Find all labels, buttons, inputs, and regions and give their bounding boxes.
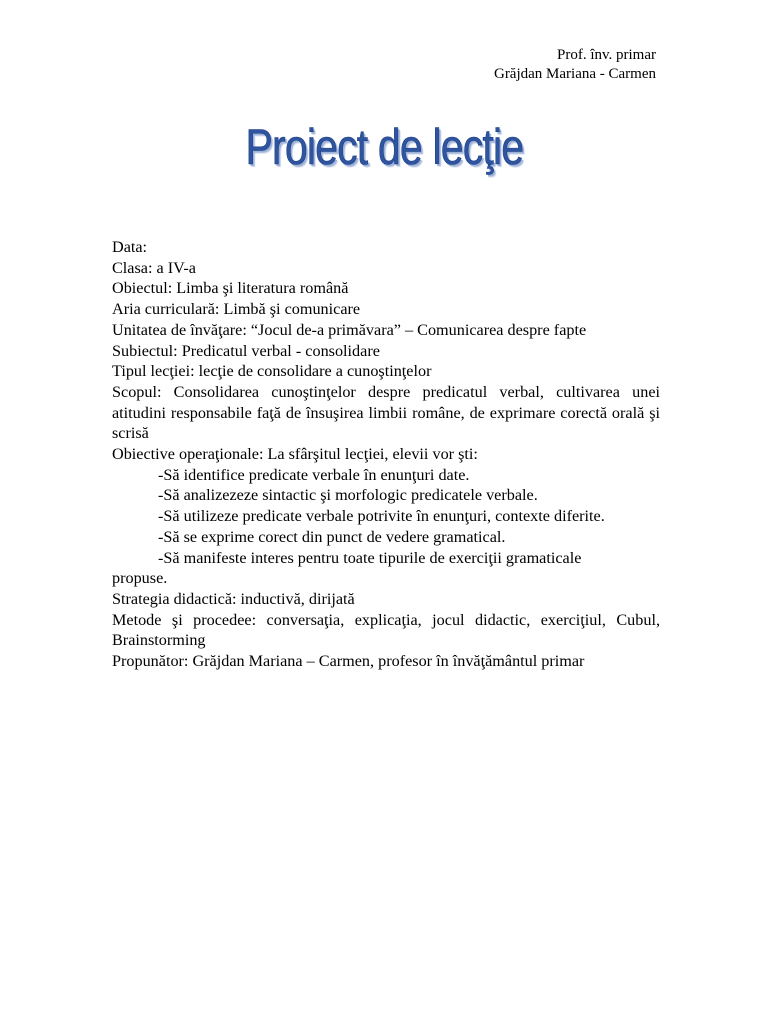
- objective-item: -Să identifice predicate verbale în enunţuri date.: [158, 465, 470, 484]
- field-obiectul: Obiectul: Limba şi literatura română: [112, 279, 349, 298]
- title-container: [0, 118, 768, 176]
- field-strategia: Strategia didactică: inductivă, dirijată: [112, 589, 355, 608]
- field-scopul: Scopul: Consolidarea cunoştinţelor despre predicatul verbal, cultivarea unei atitudini responsabile faţă de însuşirea limbii române, de exprimare corectă orală şi scrisă: [112, 382, 660, 443]
- field-data: Data:: [112, 238, 148, 256]
- author-title: Prof. înv. primar: [556, 47, 656, 63]
- field-obiective-intro: Obiective operaţionale: La sfârşitul lecţiei, elevii vor şti:: [112, 445, 478, 464]
- author-header: [494, 46, 656, 84]
- field-tipul: Tipul lecţiei: lecţie de consolidare a cunoştinţelor: [112, 362, 432, 381]
- document-title: Proiect de lecţie: [245, 119, 523, 175]
- objective-item: -Să se exprime corect din punct de vedere gramatical.: [158, 527, 506, 546]
- objective-item: -Să utilizeze predicate verbale potrivite în enunţuri, contexte diferite.: [158, 507, 605, 526]
- objective-item: -Să manifeste interes pentru toate tipurile de exerciţii gramaticale: [158, 548, 582, 567]
- objective-tail: propuse.: [112, 569, 168, 588]
- author-name: Grăjdan Mariana - Carmen: [493, 66, 656, 82]
- field-subiectul: Subiectul: Predicatul verbal - consolidare: [112, 341, 380, 360]
- lesson-details: [112, 237, 660, 672]
- field-propunator: Propunător: Grăjdan Mariana – Carmen, profesor în învăţământul primar: [112, 652, 585, 671]
- field-unitatea: Unitatea de învăţare: “Jocul de-a primăvara” – Comunicarea despre fapte: [112, 320, 587, 339]
- field-aria: Aria curriculară: Limbă şi comunicare: [112, 300, 361, 319]
- objective-item: -Să analizezeze sintactic şi morfologic predicatele verbale.: [158, 486, 538, 505]
- field-metode: Metode şi procedee: conversaţia, explicaţia, jocul didactic, exerciţiul, Cubul, Brainstorming: [112, 610, 660, 650]
- field-clasa: Clasa: a IV-a: [112, 258, 196, 277]
